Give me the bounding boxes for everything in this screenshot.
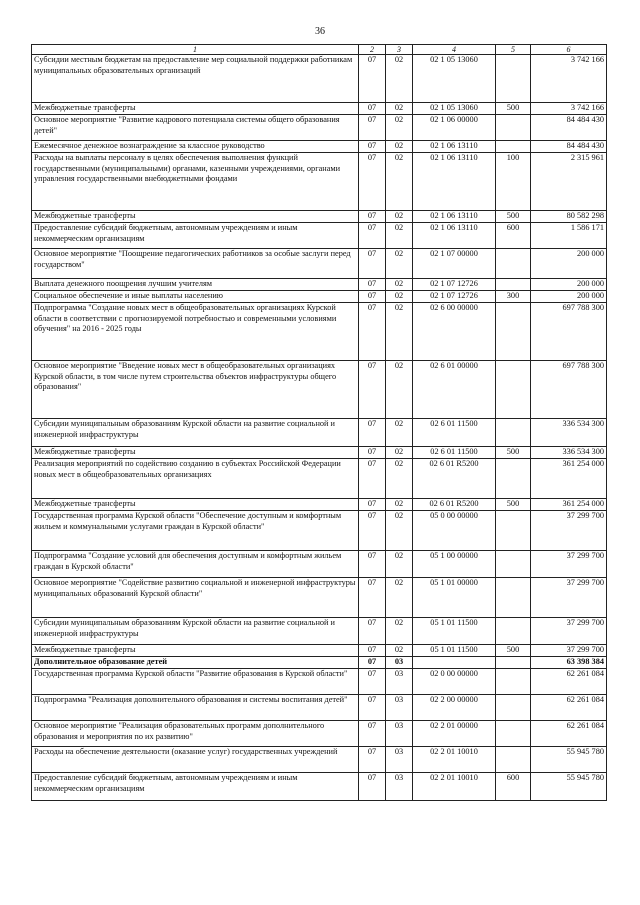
row-expense-type-cell [496, 511, 531, 551]
row-subsection-cell: 02 [386, 645, 413, 657]
table-body [32, 55, 607, 801]
column-header-4: 4 [413, 45, 496, 55]
table-row [32, 578, 607, 618]
row-target-article-cell: 02 1 07 00000 [413, 249, 496, 279]
row-target-article-cell: 02 2 00 00000 [413, 695, 496, 721]
row-name-cell: Основное мероприятие "Поощрение педагогических работников за особые заслуги перед государством" [32, 249, 359, 279]
row-target-article-cell: 05 1 01 00000 [413, 578, 496, 618]
table-row [32, 303, 607, 361]
table-row [32, 153, 607, 211]
row-expense-type-cell [496, 279, 531, 291]
row-section-cell: 07 [359, 115, 386, 141]
table-row [32, 721, 607, 747]
row-amount-cell: 361 254 000 [531, 459, 607, 499]
row-subsection-cell: 02 [386, 551, 413, 578]
row-amount-cell: 37 299 700 [531, 645, 607, 657]
row-subsection-cell: 02 [386, 115, 413, 141]
row-section-cell: 07 [359, 669, 386, 695]
table-row [32, 115, 607, 141]
row-section-cell: 07 [359, 511, 386, 551]
row-amount-cell: 62 261 084 [531, 721, 607, 747]
row-amount-cell: 361 254 000 [531, 499, 607, 511]
column-header-2: 2 [359, 45, 386, 55]
row-target-article-cell: 02 1 06 00000 [413, 115, 496, 141]
row-name-cell: Межбюджетные трансферты [32, 211, 359, 223]
row-subsection-cell: 03 [386, 721, 413, 747]
row-amount-cell: 84 484 430 [531, 141, 607, 153]
row-expense-type-cell: 500 [496, 211, 531, 223]
row-name-cell: Основное мероприятие "Развитие кадрового потенциала системы общего образования детей" [32, 115, 359, 141]
row-name-cell: Подпрограмма "Реализация дополнительного образования и системы воспитания детей" [32, 695, 359, 721]
row-expense-type-cell [496, 115, 531, 141]
row-name-cell: Ежемесячное денежное вознаграждение за классное руководство [32, 141, 359, 153]
row-target-article-cell: 02 1 07 12726 [413, 291, 496, 303]
table-row [32, 499, 607, 511]
row-section-cell: 07 [359, 291, 386, 303]
row-expense-type-cell [496, 55, 531, 103]
row-name-cell: Выплата денежного поощрения лучшим учителям [32, 279, 359, 291]
budget-table [31, 44, 607, 801]
row-expense-type-cell [496, 657, 531, 669]
row-expense-type-cell [496, 303, 531, 361]
row-name-cell: Государственная программа Курской области "Обеспечение доступным и комфортным жильем и коммунальными услугами граждан в Курской области" [32, 511, 359, 551]
table-row [32, 551, 607, 578]
row-target-article-cell: 02 1 05 13060 [413, 55, 496, 103]
table-row [32, 695, 607, 721]
row-section-cell: 07 [359, 578, 386, 618]
row-target-article-cell: 05 1 01 11500 [413, 618, 496, 645]
table-row [32, 55, 607, 103]
row-section-cell: 07 [359, 551, 386, 578]
row-amount-cell: 37 299 700 [531, 511, 607, 551]
row-expense-type-cell [496, 551, 531, 578]
row-subsection-cell: 03 [386, 747, 413, 773]
row-subsection-cell: 02 [386, 55, 413, 103]
row-target-article-cell: 02 1 06 13110 [413, 223, 496, 249]
column-header-5: 5 [496, 45, 531, 55]
row-target-article-cell: 02 2 01 10010 [413, 773, 496, 801]
row-section-cell: 07 [359, 747, 386, 773]
row-section-cell: 07 [359, 249, 386, 279]
row-name-cell: Субсидии местным бюджетам на предоставление мер социальной поддержки работникам муниципальных образовательных организаций [32, 55, 359, 103]
row-section-cell: 07 [359, 153, 386, 211]
row-section-cell: 07 [359, 103, 386, 115]
row-subsection-cell: 02 [386, 578, 413, 618]
row-expense-type-cell: 500 [496, 499, 531, 511]
row-subsection-cell: 02 [386, 103, 413, 115]
row-subsection-cell: 02 [386, 279, 413, 291]
table-row [32, 511, 607, 551]
row-name-cell: Межбюджетные трансферты [32, 103, 359, 115]
row-name-cell: Межбюджетные трансферты [32, 447, 359, 459]
page-number: 36 [315, 26, 325, 37]
row-target-article-cell: 02 1 06 13110 [413, 141, 496, 153]
row-section-cell: 07 [359, 223, 386, 249]
row-name-cell: Предоставление субсидий бюджетным, автономным учреждениям и иным некоммерческим организациям [32, 223, 359, 249]
row-expense-type-cell [496, 747, 531, 773]
row-expense-type-cell [496, 618, 531, 645]
column-header-6: 6 [531, 45, 607, 55]
row-name-cell: Расходы на выплаты персоналу в целях обеспечения выполнения функций государственными (муниципальными) органами, казенными учреждениями, органами управления государственными внебюджетными фондами [32, 153, 359, 211]
row-expense-type-cell [496, 249, 531, 279]
row-target-article-cell: 02 1 05 13060 [413, 103, 496, 115]
row-amount-cell: 697 788 300 [531, 303, 607, 361]
row-section-cell: 07 [359, 141, 386, 153]
row-subsection-cell: 02 [386, 618, 413, 645]
row-amount-cell: 3 742 166 [531, 55, 607, 103]
table-row [32, 211, 607, 223]
row-section-cell: 07 [359, 773, 386, 801]
row-target-article-cell [413, 657, 496, 669]
row-section-cell: 07 [359, 447, 386, 459]
row-amount-cell: 200 000 [531, 279, 607, 291]
table-row [32, 669, 607, 695]
row-target-article-cell: 02 6 01 R5200 [413, 499, 496, 511]
table-row [32, 447, 607, 459]
row-amount-cell: 55 945 780 [531, 747, 607, 773]
row-name-cell: Межбюджетные трансферты [32, 645, 359, 657]
row-expense-type-cell [496, 695, 531, 721]
row-subsection-cell: 02 [386, 511, 413, 551]
row-name-cell: Основное мероприятие "Введение новых мест в общеобразовательных организациях Курской области, в том числе путем строительства объектов инфраструктуры общего образования" [32, 361, 359, 419]
row-expense-type-cell: 500 [496, 447, 531, 459]
table-row [32, 279, 607, 291]
row-section-cell: 07 [359, 419, 386, 447]
row-expense-type-cell [496, 669, 531, 695]
row-section-cell: 07 [359, 211, 386, 223]
row-expense-type-cell [496, 141, 531, 153]
row-subsection-cell: 02 [386, 499, 413, 511]
row-amount-cell: 2 315 961 [531, 153, 607, 211]
row-target-article-cell: 05 0 00 00000 [413, 511, 496, 551]
row-subsection-cell: 02 [386, 223, 413, 249]
row-expense-type-cell: 500 [496, 645, 531, 657]
row-subsection-cell: 03 [386, 657, 413, 669]
row-subsection-cell: 02 [386, 459, 413, 499]
row-target-article-cell: 02 6 01 00000 [413, 361, 496, 419]
row-target-article-cell: 05 1 01 11500 [413, 645, 496, 657]
row-subsection-cell: 02 [386, 303, 413, 361]
row-expense-type-cell [496, 459, 531, 499]
table-row [32, 141, 607, 153]
row-subsection-cell: 02 [386, 141, 413, 153]
row-target-article-cell: 02 0 00 00000 [413, 669, 496, 695]
row-subsection-cell: 02 [386, 291, 413, 303]
row-amount-cell: 37 299 700 [531, 551, 607, 578]
row-subsection-cell: 03 [386, 669, 413, 695]
row-target-article-cell: 02 6 01 11500 [413, 419, 496, 447]
row-name-cell: Подпрограмма "Создание новых мест в общеобразовательных организациях Курской области в соответствии с прогнозируемой потребностью и современными условиями обучения" на 2016 - 2025 годы [32, 303, 359, 361]
row-target-article-cell: 02 6 00 00000 [413, 303, 496, 361]
row-section-cell: 07 [359, 618, 386, 645]
row-name-cell: Дополнительное образование детей [32, 657, 359, 669]
row-subsection-cell: 02 [386, 361, 413, 419]
row-target-article-cell: 02 2 01 10010 [413, 747, 496, 773]
row-section-cell: 07 [359, 303, 386, 361]
row-amount-cell: 37 299 700 [531, 618, 607, 645]
row-target-article-cell: 02 1 07 12726 [413, 279, 496, 291]
row-amount-cell: 336 534 300 [531, 447, 607, 459]
row-subsection-cell: 02 [386, 153, 413, 211]
table-row [32, 223, 607, 249]
row-amount-cell: 200 000 [531, 249, 607, 279]
row-name-cell: Основное мероприятие "Реализация образовательных программ дополнительного образования и мероприятия по их развитию" [32, 721, 359, 747]
row-name-cell: Основное мероприятие "Содействие развитию социальной и инженерной инфраструктуры муниципальных образований Курской области" [32, 578, 359, 618]
row-subsection-cell: 03 [386, 695, 413, 721]
row-name-cell: Субсидии муниципальным образованиям Курской области на развитие социальной и инженерной инфраструктуры [32, 419, 359, 447]
row-name-cell: Межбюджетные трансферты [32, 499, 359, 511]
table-row [32, 773, 607, 801]
row-name-cell: Субсидии муниципальным образованиям Курской области на развитие социальной и инженерной инфраструктуры [32, 618, 359, 645]
row-amount-cell: 80 582 298 [531, 211, 607, 223]
row-amount-cell: 697 788 300 [531, 361, 607, 419]
row-amount-cell: 62 261 084 [531, 669, 607, 695]
table-row [32, 618, 607, 645]
row-amount-cell: 200 000 [531, 291, 607, 303]
row-name-cell: Реализация мероприятий по содействию созданию в субъектах Российской Федерации новых мест в общеобразовательных организациях [32, 459, 359, 499]
column-header-3: 3 [386, 45, 413, 55]
row-expense-type-cell: 600 [496, 223, 531, 249]
table-row [32, 419, 607, 447]
row-section-cell: 07 [359, 695, 386, 721]
row-expense-type-cell: 300 [496, 291, 531, 303]
table-row [32, 249, 607, 279]
row-name-cell: Подпрограмма "Создание условий для обеспечения доступным и комфортным жильем граждан в Курской области" [32, 551, 359, 578]
row-section-cell: 07 [359, 721, 386, 747]
row-section-cell: 07 [359, 279, 386, 291]
row-amount-cell: 1 586 171 [531, 223, 607, 249]
row-target-article-cell: 02 1 06 13110 [413, 153, 496, 211]
row-target-article-cell: 02 6 01 11500 [413, 447, 496, 459]
row-section-cell: 07 [359, 657, 386, 669]
row-target-article-cell: 02 1 06 13110 [413, 211, 496, 223]
table-row [32, 361, 607, 419]
row-amount-cell: 63 398 384 [531, 657, 607, 669]
row-subsection-cell: 02 [386, 447, 413, 459]
row-name-cell: Государственная программа Курской области "Развитие образования в Курской области" [32, 669, 359, 695]
table-row [32, 747, 607, 773]
table-row [32, 103, 607, 115]
table-row [32, 291, 607, 303]
table-header-row [32, 45, 607, 55]
column-header-1: 1 [32, 45, 359, 55]
row-expense-type-cell [496, 578, 531, 618]
row-expense-type-cell [496, 721, 531, 747]
row-name-cell: Предоставление субсидий бюджетным, автономным учреждениям и иным некоммерческим организациям [32, 773, 359, 801]
row-target-article-cell: 02 6 01 R5200 [413, 459, 496, 499]
row-subsection-cell: 02 [386, 419, 413, 447]
row-target-article-cell: 02 2 01 00000 [413, 721, 496, 747]
row-subsection-cell: 02 [386, 249, 413, 279]
row-subsection-cell: 03 [386, 773, 413, 801]
row-section-cell: 07 [359, 459, 386, 499]
row-expense-type-cell: 600 [496, 773, 531, 801]
row-expense-type-cell [496, 419, 531, 447]
row-expense-type-cell: 500 [496, 103, 531, 115]
row-amount-cell: 62 261 084 [531, 695, 607, 721]
row-amount-cell: 336 534 300 [531, 419, 607, 447]
row-amount-cell: 84 484 430 [531, 115, 607, 141]
row-amount-cell: 3 742 166 [531, 103, 607, 115]
row-expense-type-cell [496, 361, 531, 419]
row-section-cell: 07 [359, 361, 386, 419]
row-expense-type-cell: 100 [496, 153, 531, 211]
table-row [32, 657, 607, 669]
row-amount-cell: 55 945 780 [531, 773, 607, 801]
row-amount-cell: 37 299 700 [531, 578, 607, 618]
row-name-cell: Социальное обеспечение и иные выплаты населению [32, 291, 359, 303]
row-target-article-cell: 05 1 00 00000 [413, 551, 496, 578]
table-row [32, 645, 607, 657]
row-name-cell: Расходы на обеспечение деятельности (оказание услуг) государственных учреждений [32, 747, 359, 773]
table-row [32, 459, 607, 499]
row-section-cell: 07 [359, 645, 386, 657]
row-section-cell: 07 [359, 55, 386, 103]
row-subsection-cell: 02 [386, 211, 413, 223]
row-section-cell: 07 [359, 499, 386, 511]
